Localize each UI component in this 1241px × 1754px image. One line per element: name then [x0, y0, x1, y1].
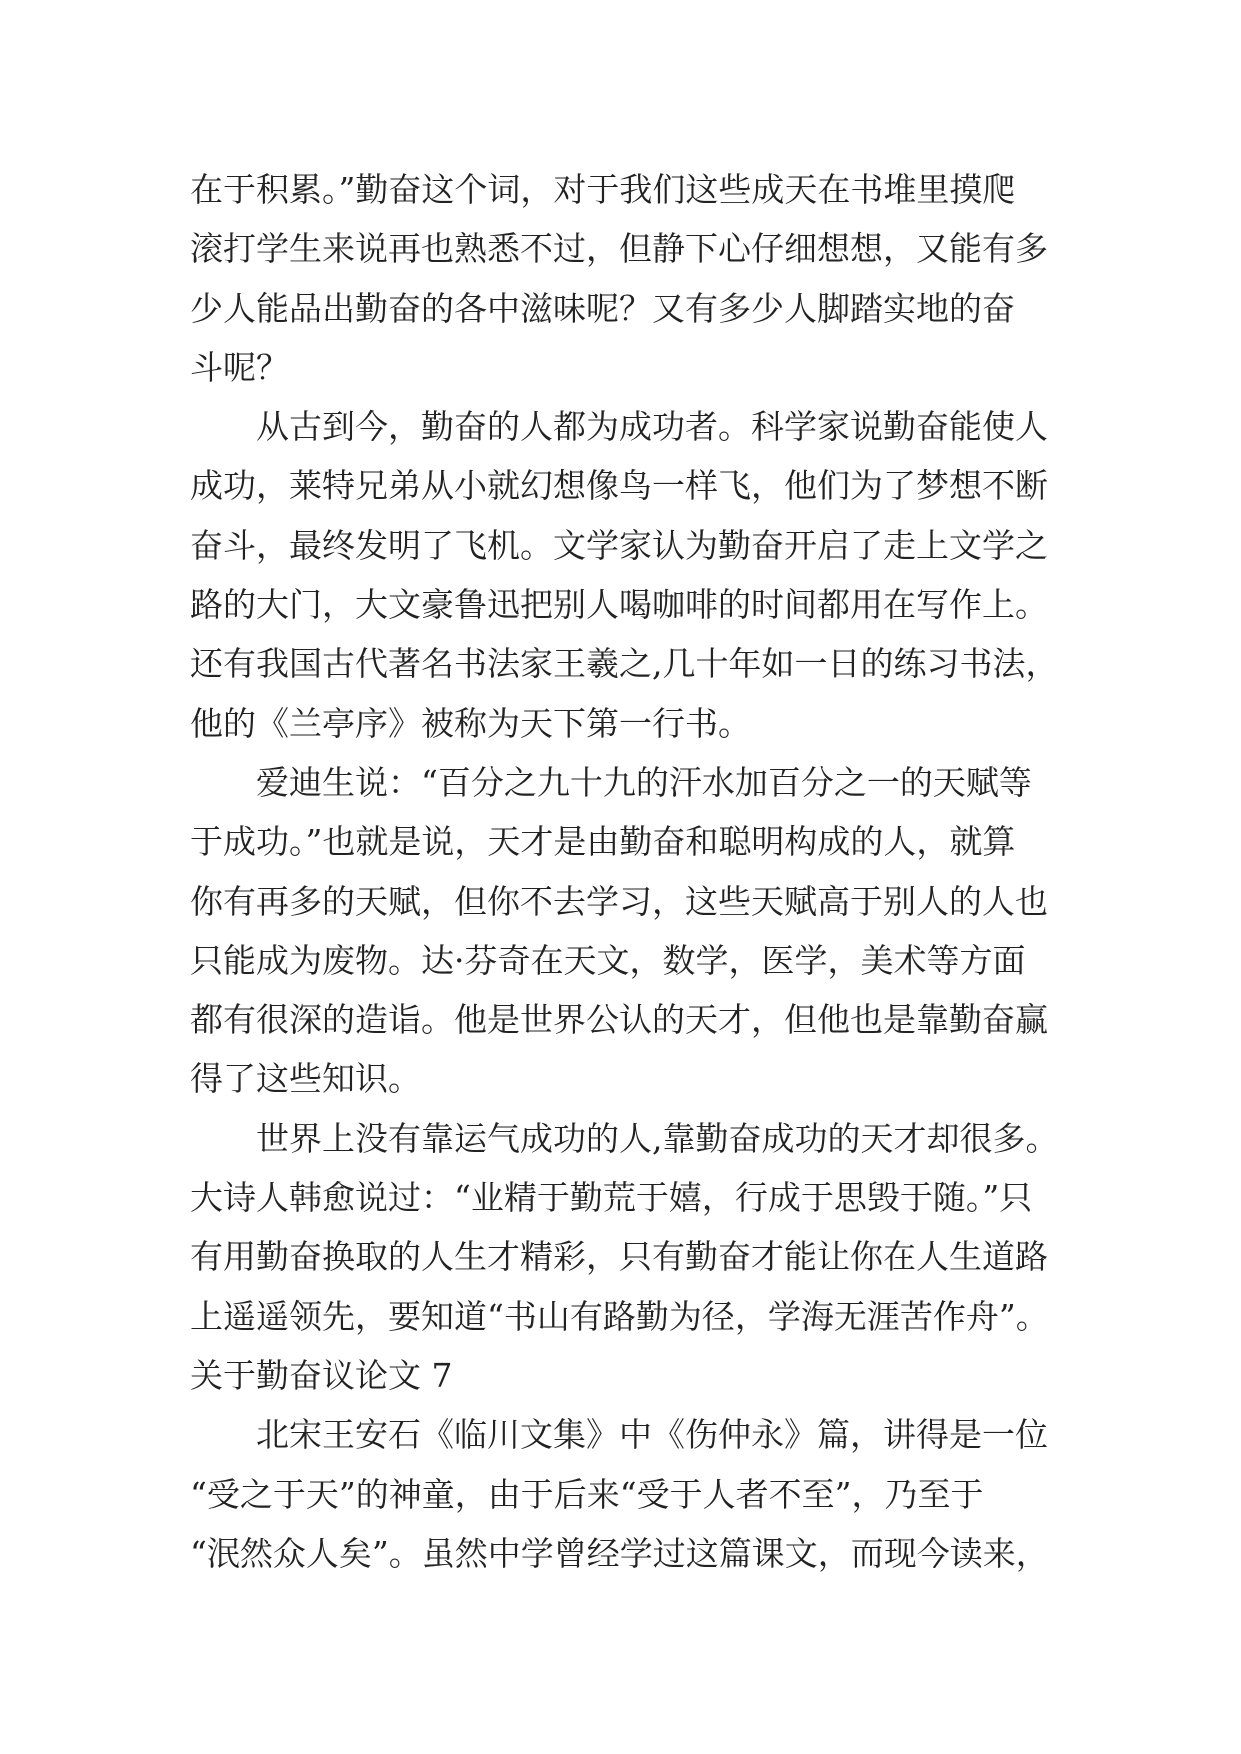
paragraph-first-line: 世界上没有靠运气成功的人,靠勤奋成功的天才却很多。 [256, 1118, 1059, 1158]
text-line: 大诗人韩愈说过：“业精于勤荒于嬉，行成于思毁于随。”只 [190, 1178, 1033, 1218]
text-line: “受之于天”的神童，由于后来“受于人者不至”，乃至于 [190, 1474, 984, 1514]
section-heading: 关于勤奋议论文 7 [190, 1355, 453, 1395]
text-line: 还有我国古代著名书法家王羲之,几十年如一日的练习书法， [190, 644, 1059, 684]
text-line: 上遥遥领先，要知道“书山有路勤为径，学海无涯苦作舟”。 [190, 1296, 1049, 1336]
paragraph-first-line: 从古到今，勤奋的人都为成功者。科学家说勤奋能使人 [256, 407, 1048, 447]
text-line: 成功，莱特兄弟从小就幻想像鸟一样飞，他们为了梦想不断 [190, 466, 1048, 506]
paragraph-first-line: 爱迪生说：“百分之九十九的汗水加百分之一的天赋等 [256, 762, 1032, 802]
paragraph-first-line: 北宋王安石《临川文集》中《伤仲永》篇，讲得是一位 [256, 1415, 1048, 1455]
text-line: 少人能品出勤奋的各中滋味呢？又有多少人脚踏实地的奋 [190, 288, 1015, 328]
text-line: 在于积累。”勤奋这个词，对于我们这些成天在书堆里摸爬 [190, 170, 1016, 209]
text-line: 只能成为废物。达·芬奇在天文，数学，医学，美术等方面 [190, 940, 1026, 980]
text-line: 奋斗，最终发明了飞机。文学家认为勤奋开启了走上文学之 [190, 525, 1048, 565]
text-line: 滚打学生来说再也熟悉不过，但静下心仔细想想，又能有多 [190, 229, 1048, 269]
text-line: 都有很深的造诣。他是世界公认的天才，但他也是靠勤奋赢 [190, 1000, 1048, 1040]
text-line: 于成功。”也就是说，天才是由勤奋和聪明构成的人，就算 [190, 822, 1016, 862]
text-line: 得了这些知识。 [190, 1059, 421, 1099]
text-line: 他的《兰亭序》被称为天下第一行书。 [190, 703, 751, 743]
document-body [190, 160, 1070, 1583]
text-line: 你有再多的天赋，但你不去学习，这些天赋高于别人的人也 [190, 881, 1048, 921]
text-line: 有用勤奋换取的人生才精彩，只有勤奋才能让你在人生道路 [190, 1237, 1048, 1277]
text-line: 斗呢？ [190, 347, 289, 387]
text-line: “泯然众人矣”。虽然中学曾经学过这篇课文，而现今读来， [190, 1533, 1049, 1573]
text-line: 路的大门，大文豪鲁迅把别人喝咖啡的时间都用在写作上。 [190, 585, 1048, 625]
